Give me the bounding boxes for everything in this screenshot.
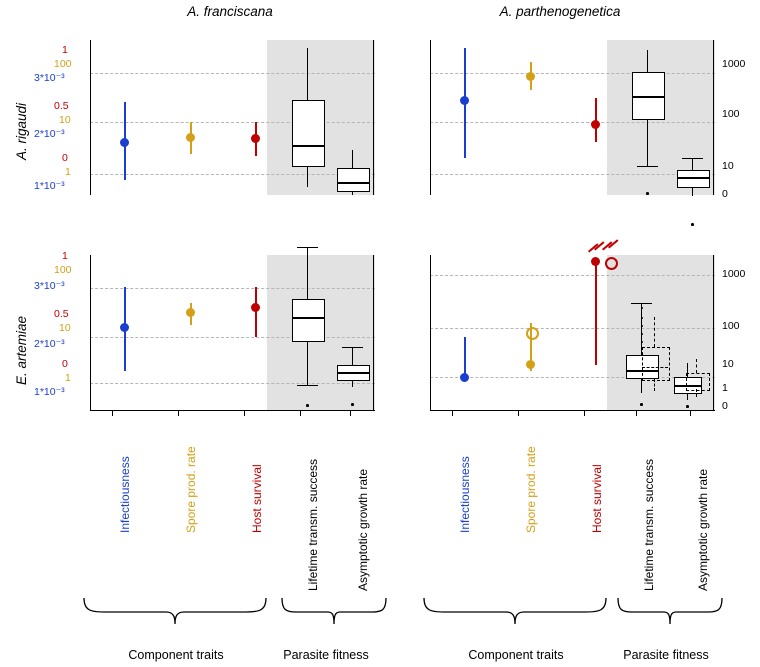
x-tick (350, 411, 351, 416)
x-label-spore-prod-rate: Spore prod. rate (524, 446, 538, 533)
x-label-spore-prod-rate: Spore prod. rate (184, 446, 198, 533)
panel-artemiae-franciscana (90, 255, 375, 410)
x-label-infectiousness: Infectiousness (458, 456, 472, 533)
point-infectiousness (460, 96, 469, 105)
x-label-host-survival: Host survival (250, 464, 264, 533)
group-label-parasite-fitness: Parasite fitness (623, 648, 709, 662)
point-spore-prod-rate (526, 360, 535, 369)
row-title-artemiae: E. artemiae (14, 315, 29, 385)
y-axis-left (430, 40, 431, 195)
point-infectiousness (120, 323, 129, 332)
x-tick (690, 411, 691, 416)
group-label-component-traits: Component traits (468, 648, 564, 662)
boxplot-asymptotic-growth-rate (673, 40, 713, 195)
x-axis-left (90, 410, 375, 411)
x-label-infectiousness: Infectiousness (118, 456, 132, 533)
x-tick (178, 411, 179, 416)
y-axis-left (430, 255, 431, 410)
brace-component-traits-left (80, 598, 270, 626)
y-axis-left (90, 40, 91, 195)
column-title-franciscana: A. franciscana (187, 4, 273, 19)
x-tick (452, 411, 453, 416)
group-label-component-traits: Component traits (128, 648, 224, 662)
x-label-lifetime-transm-success: Lifetime transm. success (642, 458, 656, 591)
point-host-survival-open (605, 257, 618, 270)
boxplot-lifetime-transm-success (288, 255, 328, 410)
x-tick (244, 411, 245, 416)
x-axis-right (430, 410, 715, 411)
y-axis-right (373, 40, 374, 195)
x-label-host-survival: Host survival (590, 464, 604, 533)
point-infectiousness (120, 138, 129, 147)
point-host-survival (251, 134, 260, 143)
brace-parasite-fitness-left (278, 598, 390, 626)
figure-canvas: A. franciscana A. parthenogenetica A. rigaudi E. artemiae 1 100 3*10⁻³ 0.5 10 2*10⁻³ 0 1 1*10⁻³ 1000 100 10 0 1 100 3*10⁻³ 0.5 10 2*10⁻³ 0 1 1*10⁻³ 1000 100 10 1 0 Infectiousness Spore prod. rate Host survival Lifetime transm. success Asymptotic growth rate Infectiousness Spore prod. rate Host survival Lifetime transm. success Asymptotic growth rate Component traits Parasite fitness Component traits Parasite fitness (14, 4, 746, 662)
boxplot-asymptotic-growth-rate (333, 40, 373, 195)
column-title-parthenogenetica: A. parthenogenetica (499, 4, 621, 19)
x-tick (112, 411, 113, 416)
x-tick (636, 411, 637, 416)
panel-rigaudi-parthenogenetica (430, 40, 715, 195)
boxplot-lifetime-transm-success (288, 40, 328, 195)
x-label-lifetime-transm-success: Lifetime transm. success (306, 458, 320, 591)
group-label-parasite-fitness: Parasite fitness (283, 648, 369, 662)
x-label-asymptotic-growth-rate: Asymptotic growth rate (696, 468, 710, 591)
boxplot-lifetime-transm-success (628, 40, 668, 195)
row-title-rigaudi: A. rigaudi (14, 102, 29, 160)
y-axis-right (713, 40, 714, 195)
brace-parasite-fitness-right (614, 598, 726, 626)
errorbar-host-survival (595, 265, 597, 365)
y-axis-left (90, 255, 91, 410)
point-host-survival (591, 120, 600, 129)
point-spore-prod-rate (526, 72, 535, 81)
x-tick (300, 411, 301, 416)
boxplot-asymptotic-growth-rate (333, 255, 373, 410)
point-spore-prod-rate (186, 133, 195, 142)
y-axis-right (373, 255, 374, 410)
panel-rigaudi-franciscana (90, 40, 375, 195)
x-label-asymptotic-growth-rate: Asymptotic growth rate (356, 468, 370, 591)
point-spore-prod-rate-open (526, 327, 539, 340)
errorbar-host-survival (255, 287, 257, 337)
point-spore-prod-rate (186, 308, 195, 317)
point-infectiousness (460, 373, 469, 382)
point-host-survival (251, 303, 260, 312)
panel-artemiae-parthenogenetica (430, 255, 715, 410)
point-host-survival (591, 257, 600, 266)
x-tick (518, 411, 519, 416)
boxplot-asymptotic-growth-rate-alt (684, 255, 724, 410)
x-tick (584, 411, 585, 416)
brace-component-traits-right (420, 598, 610, 626)
